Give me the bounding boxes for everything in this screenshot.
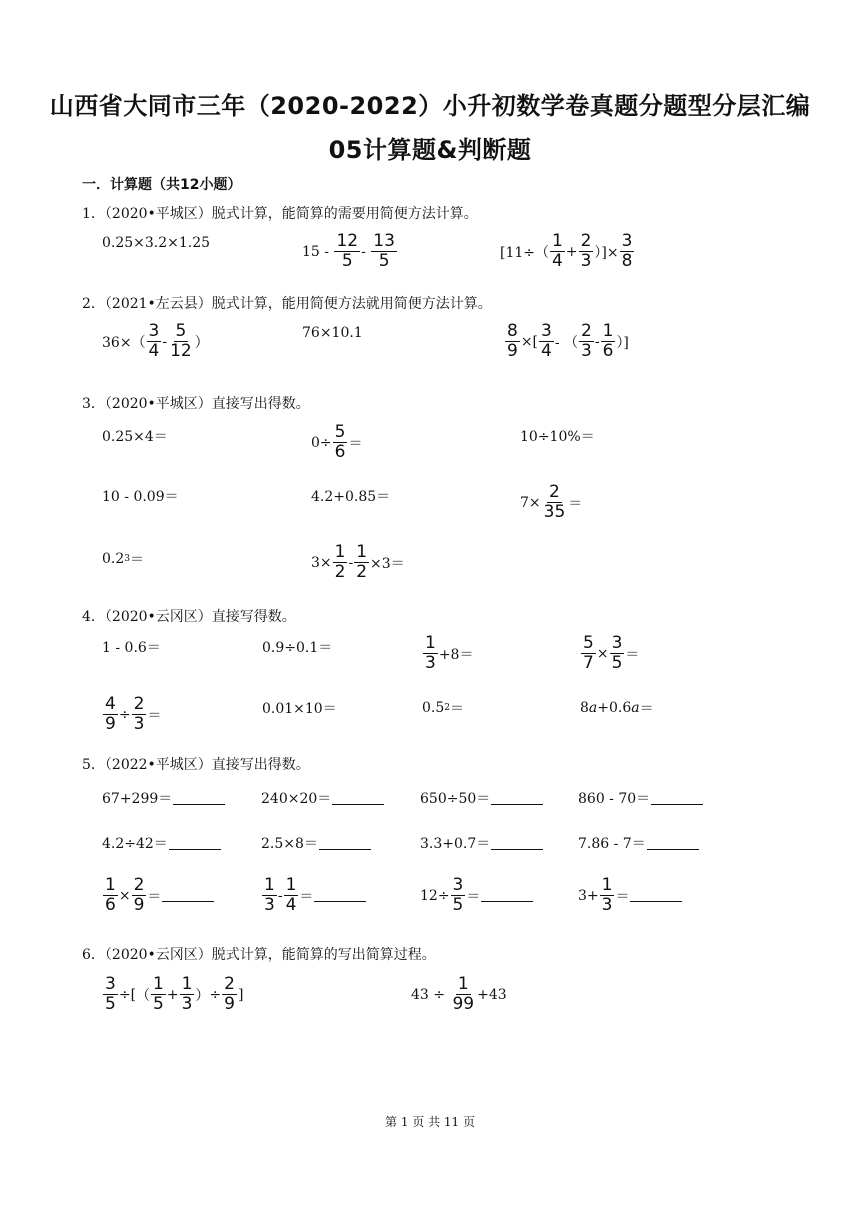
- fraction: $\frac{3}{5}$: [611, 633, 623, 673]
- fraction: $\frac{1}{6}$: [105, 875, 116, 915]
- fraction: $\frac{2}{9}$: [224, 974, 235, 1014]
- q4-expr-6: 0.01×10＝: [262, 701, 337, 717]
- question-5-prompt: 5．（2022•平城区）直接写出得数。: [82, 757, 310, 773]
- question-1-prompt: 1．（2020•平城区）脱式计算，能简算的需要用简便方法计算。: [82, 206, 478, 222]
- q3-expr-6: 7× $\frac{2}{35}$ ＝: [520, 482, 583, 522]
- answer-blank[interactable]: [630, 889, 682, 902]
- fraction: $\frac{1}{99}$: [452, 974, 475, 1014]
- fraction: 1 6: [602, 321, 614, 361]
- q1-expr-2: 15 - 12 5 - 13 5: [302, 231, 395, 271]
- q4-expr-8: 8 a +0.6 a ＝: [580, 700, 654, 717]
- fraction: $\frac{2}{35}$: [543, 482, 566, 522]
- q3-expr-1: 0.25×4＝: [102, 429, 168, 445]
- q6-expr-1: $\frac{3}{5}$ ÷ [ （ 1 5 + $\frac{1}{3}$ ） ÷ $\frac{2}{9}$ ]: [105, 974, 244, 1014]
- fraction: $\frac{2}{3}$: [580, 231, 592, 271]
- q4-expr-1: 1 - 0.6＝: [102, 640, 161, 656]
- fraction: 5 12: [170, 321, 192, 361]
- q3-expr-4: 10 - 0.09＝: [102, 489, 179, 505]
- q5-expr-9: $\frac{1}{6}$ × $\frac{2}{9}$ ＝: [102, 876, 214, 915]
- q5-expr-7: 3.3+0.7＝: [420, 833, 543, 853]
- answer-blank[interactable]: [491, 792, 543, 805]
- fraction: $\frac{5}{6}$: [334, 422, 346, 462]
- document-title-line2: 05计算题&判断题: [328, 136, 532, 164]
- q2-expr-2: 76×10.1: [302, 325, 363, 341]
- answer-blank[interactable]: [319, 837, 371, 850]
- q5-expr-11: 12÷ $\frac{3}{5}$ ＝: [420, 876, 533, 915]
- q5-expr-2: 240×20＝: [261, 788, 384, 808]
- q1-expr-1: 0.25×3.2×1.25: [102, 235, 211, 251]
- fraction: $\frac{3}{5}$: [105, 974, 116, 1014]
- fraction: 13 5: [373, 231, 395, 271]
- q4-expr-4: $\frac{5}{7}$ × $\frac{3}{5}$ ＝: [583, 633, 640, 673]
- fraction: $\frac{1}{2}$: [356, 542, 368, 582]
- q5-expr-4: 860 - 70＝: [578, 788, 703, 808]
- q3-expr-5: 4.2+0.85＝: [311, 489, 391, 505]
- fraction: 1 4: [552, 231, 563, 271]
- fraction: $\frac{1}{3}$: [601, 875, 613, 915]
- fraction: $\frac{2}{3}$: [133, 694, 145, 734]
- fraction: $\frac{1}{3}$: [181, 974, 193, 1014]
- answer-blank[interactable]: [332, 792, 384, 805]
- q5-expr-10: 1 3 - 1 4 ＝: [261, 876, 366, 915]
- answer-blank[interactable]: [481, 889, 533, 902]
- fraction: $\frac{1}{2}$: [334, 542, 346, 582]
- q4-expr-5: $\frac{4}{9}$ ÷ $\frac{2}{3}$ ＝: [105, 694, 162, 734]
- q6-expr-2: 43 ÷ $\frac{1}{99}$ +43: [411, 974, 507, 1014]
- question-4-prompt: 4．（2020•云冈区）直接写得数。: [82, 609, 296, 625]
- answer-blank[interactable]: [169, 837, 221, 850]
- q3-expr-3: 10÷10%＝: [520, 429, 595, 445]
- fraction: 1 5: [153, 974, 164, 1014]
- q4-expr-7: 0.5 2 ＝: [422, 700, 464, 717]
- q5-expr-5: 4.2÷42＝: [102, 833, 221, 853]
- answer-blank[interactable]: [314, 889, 366, 902]
- q5-expr-8: 7.86 - 7＝: [578, 833, 699, 853]
- q5-expr-1: 67+299＝: [102, 788, 225, 808]
- fraction: $\frac{3}{5}$: [452, 875, 464, 915]
- document-title-line1: 山西省大同市三年（2020-2022）小升初数学卷真题分题型分层汇编: [49, 92, 811, 120]
- fraction: $\frac{5}{7}$: [583, 633, 594, 673]
- answer-blank[interactable]: [647, 837, 699, 850]
- fraction: 12 5: [336, 231, 359, 271]
- fraction: 3 4: [148, 321, 160, 361]
- fraction: 1 3: [264, 875, 275, 915]
- answer-blank[interactable]: [651, 792, 703, 805]
- q3-expr-7: 0.2 3 ＝: [102, 551, 144, 568]
- q1-expr-3: [11÷（ 1 4 + $\frac{2}{3}$ ）]× $\frac{3}{8}$: [500, 231, 633, 271]
- fraction: 3 4: [541, 321, 552, 361]
- q2-expr-1: 36×（ 3 4 - 5 12 ）: [102, 321, 209, 361]
- question-2-prompt: 2．（2021•左云县）脱式计算，能用简便方法就用简便方法计算。: [82, 296, 492, 312]
- q5-expr-6: 2.5×8＝: [261, 833, 371, 853]
- answer-blank[interactable]: [162, 889, 214, 902]
- fraction: $\frac{8}{9}$: [507, 321, 518, 361]
- section-heading: 一．计算题（共12小题）: [82, 177, 242, 193]
- answer-blank[interactable]: [173, 792, 225, 805]
- question-6-prompt: 6．（2020•云冈区）脱式计算，能简算的写出简算过程。: [82, 947, 436, 963]
- fraction: 1 4: [285, 875, 297, 915]
- fraction: 2 3: [581, 321, 592, 361]
- page-footer: 第 1 页 共 11 页: [385, 1115, 475, 1129]
- fraction: 1 3: [425, 633, 436, 673]
- fraction: $\frac{4}{9}$: [105, 694, 116, 734]
- q3-expr-8: 3× $\frac{1}{2}$ - $\frac{1}{2}$ ×3＝: [311, 542, 405, 582]
- q3-expr-2: 0÷ $\frac{5}{6}$ ＝: [311, 422, 363, 462]
- question-3-prompt: 3．（2020•平城区）直接写出得数。: [82, 396, 310, 412]
- q4-expr-3: 1 3 +8＝: [425, 633, 474, 673]
- fraction: $\frac{2}{9}$: [133, 875, 145, 915]
- q5-expr-12: 3+ $\frac{1}{3}$ ＝: [578, 876, 682, 915]
- q4-expr-2: 0.9÷0.1＝: [262, 640, 333, 656]
- fraction: $\frac{3}{8}$: [621, 231, 633, 271]
- answer-blank[interactable]: [491, 837, 543, 850]
- q2-expr-3: $\frac{8}{9}$ ×[ 3 4 - （ 2 3 - 1 6 ）]: [507, 321, 629, 361]
- q5-expr-3: 650÷50＝: [420, 788, 543, 808]
